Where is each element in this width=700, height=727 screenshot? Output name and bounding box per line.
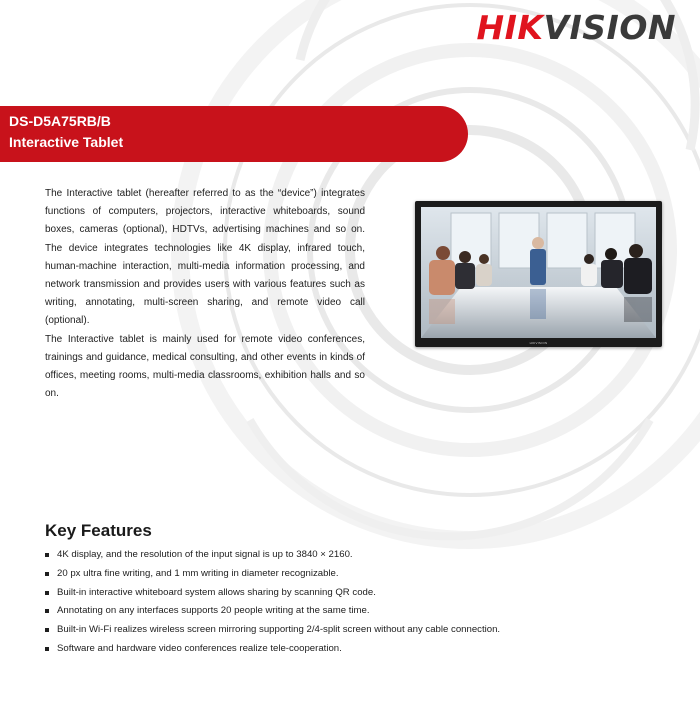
- feature-text: Built-in Wi-Fi realizes wireless screen mirroring supporting 2/4-split screen without any cable connection.: [57, 624, 501, 636]
- list-item: [45, 546, 665, 565]
- logo-hik-text: HIK: [476, 8, 544, 47]
- feature-text: 20 px ultra fine writing, and 1 mm writing in diameter recognizable.: [57, 567, 339, 579]
- bullet-icon: [45, 609, 49, 613]
- feature-text: Annotating on any interfaces supports 20 people writing at the same time.: [57, 605, 370, 617]
- feature-text: Software and hardware video conferences realize tele-cooperation.: [57, 642, 342, 654]
- key-features-title: Key Features: [45, 521, 152, 540]
- product-description: [45, 185, 365, 403]
- bullet-icon: [45, 628, 49, 632]
- logo-vision-text: VISION: [543, 8, 676, 47]
- description-paragraph-2: The Interactive tablet is mainly used for remote video conferences, trainings and guidance, medical consulting, and other events in kinds of offices, meeting rooms, multi-media classrooms, exhibition halls and so on.: [45, 333, 365, 400]
- list-item: [45, 640, 665, 659]
- description-paragraph-1: The Interactive tablet (hereafter referred to as the “device”) integrates functions of computers, projectors, interactive whiteboards, sound boxes, cameras (optional), HDTVs, advertising machines and so on. The device integrates technologies like 4K display, infrared touch, human-machine interaction, multi-media information processing, and network transmission and provides users with various features such as writing, annotating, multi-screen sharing, and remote video call (optional).: [45, 188, 365, 327]
- bezel-logo: HIKVISION: [529, 341, 548, 345]
- bullet-icon: [45, 572, 49, 576]
- list-item: [45, 602, 665, 621]
- list-item: [45, 565, 665, 584]
- list-item: [45, 584, 665, 603]
- feature-text: 4K display, and the resolution of the input signal is up to 3840 × 2160.: [57, 549, 353, 560]
- feature-text: Built-in interactive whiteboard system allows sharing by scanning QR code.: [57, 586, 376, 598]
- product-name: Interactive Tablet: [9, 134, 124, 150]
- list-item: [45, 621, 665, 640]
- key-features-list: [45, 546, 665, 659]
- bullet-icon: [45, 553, 49, 557]
- product-title-banner: [0, 106, 468, 162]
- product-image: [415, 201, 662, 347]
- hikvision-logo: [476, 8, 676, 48]
- model-number: DS-D5A75RB/B: [9, 113, 111, 129]
- bullet-icon: [45, 647, 49, 651]
- bullet-icon: [45, 591, 49, 595]
- meeting-room-photo-icon: [421, 207, 656, 338]
